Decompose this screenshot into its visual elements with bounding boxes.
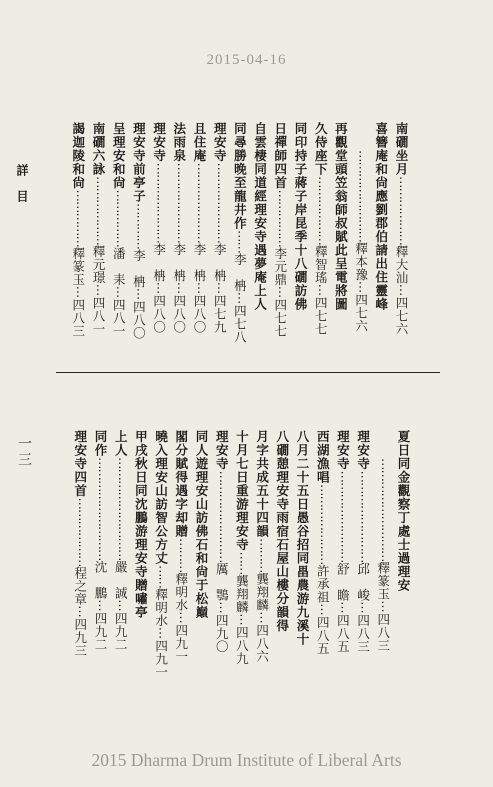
entry-page: 四八三 <box>375 613 391 652</box>
entry-page: 四七七 <box>313 296 329 336</box>
entry-page: 四九一 <box>153 639 169 679</box>
toc-entry <box>255 430 269 692</box>
entry-page: 四九一 <box>173 624 189 663</box>
entry-title: 理安寺 <box>214 430 230 471</box>
entry-author: 釋明水 <box>173 572 189 612</box>
entry-title: 十月七日重游理安寺 <box>234 430 250 552</box>
entry-title: 理安寺 <box>212 122 228 163</box>
leader-dots: ⋯⋯⋯⋯⋯⋯⋯⋯⋯ <box>93 457 108 561</box>
leader-dots: ⋯ <box>214 601 230 615</box>
entry-title: 閣分賦得遇字却贈 <box>173 430 189 538</box>
toc-entry <box>172 122 186 362</box>
leader-dots: ⋯ <box>70 285 86 299</box>
leader-dots: ⋯⋯⋯⋯⋯⋯⋯ <box>212 162 228 243</box>
toc-entry <box>275 430 289 692</box>
leader-dots: ⋯ <box>375 600 391 614</box>
toc-entry <box>73 430 87 692</box>
entry-title: 八礀憩理安寺雨宿石屋山樓分韻得 <box>274 430 290 633</box>
toc-entry <box>113 430 127 692</box>
entry-title: 夏日同金觀察丁處士過理安 <box>396 430 411 592</box>
toc-entry <box>333 122 347 362</box>
entry-title: 自雲棲同道經理安寺遇夢庵上人 <box>252 122 268 311</box>
entry-author: 嚴 誠 <box>113 560 129 600</box>
entry-page: 四八九 <box>234 626 250 665</box>
leader-dots: ⋯⋯⋯⋯ <box>131 203 147 249</box>
entry-title: 上人 <box>113 430 129 457</box>
toc-entry <box>174 430 188 692</box>
leader-dots: ⋯⋯ <box>234 551 250 575</box>
entry-author: 李 柟 <box>212 243 228 282</box>
entry-title: 曉入理安山訪智公方丈 <box>153 430 169 565</box>
leader-dots: ⋯⋯⋯⋯⋯⋯⋯⋯ <box>214 470 230 563</box>
leader-dots: ⋯⋯⋯⋯⋯⋯ <box>91 176 106 245</box>
leader-dots: ⋯⋯⋯⋯⋯⋯⋯⋯ <box>353 150 369 242</box>
leader-dots: ⋯ <box>113 599 129 613</box>
entry-page: 四七七 <box>272 298 288 338</box>
entry-page: 四八〇 <box>151 294 167 334</box>
entry-title: 同印持子蔣子岸昆季十八礀訪佛 <box>293 122 308 311</box>
leader-dots: ⋯⋯⋯⋯⋯⋯⋯⋯⋯ <box>375 458 391 562</box>
leader-dots: ⋯⋯⋯⋯⋯⋯⋯ <box>171 162 187 243</box>
leader-dots: ⋯ <box>153 626 169 640</box>
toc-entry <box>273 122 287 362</box>
leader-dots: ⋯ <box>173 611 189 625</box>
entry-title: 理安寺四首 <box>72 430 88 498</box>
leader-dots: ⋯ <box>91 283 106 297</box>
entry-author: 李 柟 <box>232 253 248 292</box>
entry-author: 李 柟 <box>192 243 207 282</box>
entry-title: 同尋勝晚至龍井作 <box>232 122 248 230</box>
entry-page: 四八五 <box>335 614 351 653</box>
leader-dots: ⋯ <box>192 281 207 295</box>
leader-dots: ⋯ <box>315 603 331 617</box>
entry-title: 法雨泉 <box>171 122 187 163</box>
toc-entry <box>194 430 208 692</box>
toc-entry <box>111 122 125 362</box>
toc-entry <box>154 430 168 692</box>
archive-footer-stamp: 2015 Dharma Drum Institute of Liberal Arts <box>91 750 402 770</box>
toc-entry <box>394 122 408 362</box>
entry-title: 西湖漁唱 <box>315 430 331 484</box>
toc-entry <box>356 430 370 692</box>
entry-title: 南礀六詠 <box>91 122 106 176</box>
entry-page: 四八〇 <box>171 294 187 334</box>
section-label: 詳目 <box>15 164 29 216</box>
entry-author: 沈 鵬 <box>93 560 108 600</box>
toc-entry <box>374 122 388 362</box>
entry-page: 四七九 <box>212 294 228 334</box>
entry-author: 潘 耒 <box>111 247 127 286</box>
leader-dots: ⋯⋯⋯ <box>173 538 189 573</box>
leader-dots: ⋯⋯⋯⋯⋯⋯⋯ <box>192 162 207 243</box>
toc-entry <box>91 122 105 362</box>
entry-author: 邱 峻 <box>355 562 371 602</box>
toc-entry <box>295 430 309 692</box>
leader-dots: ⋯⋯⋯⋯⋯ <box>111 189 127 247</box>
toc-entry <box>354 122 368 390</box>
leader-dots: ⋯ <box>131 287 147 301</box>
entry-page: 四八三 <box>355 614 371 653</box>
toc-entry <box>234 430 248 692</box>
leader-dots: ⋯⋯⋯ <box>254 538 270 573</box>
leader-dots: ⋯ <box>151 281 167 295</box>
entry-title: 南礀坐月 <box>394 122 409 176</box>
entry-page: 四九二 <box>113 612 129 651</box>
entry-title: 再觀堂頭笠翁師叔賦此呈電將圖 <box>333 122 349 311</box>
toc-entry <box>131 122 145 362</box>
entry-title: 理安寺 <box>151 122 167 163</box>
entry-author: 許承祖 <box>315 564 331 604</box>
entry-title: 呈理安和尙 <box>111 122 127 190</box>
entry-author: 釋大汕 <box>394 245 409 284</box>
entry-page: 四九三 <box>72 618 88 657</box>
entry-page: 四八六 <box>254 624 270 663</box>
entry-title: 日禪師四首 <box>272 122 288 190</box>
entry-author: 程之章 <box>72 566 88 606</box>
entry-page: 四八〇 <box>192 294 207 334</box>
toc-entry <box>152 122 166 362</box>
entry-title: 謁迦陵和尙 <box>70 122 86 190</box>
entry-page: 四七八 <box>232 304 248 344</box>
leader-dots: ⋯ <box>313 283 329 297</box>
toc-entry <box>71 122 85 362</box>
leader-dots: ⋯ <box>335 601 351 615</box>
entry-title: 理安寺 <box>335 430 351 471</box>
toc-entry <box>293 122 307 362</box>
entry-page: 四九〇 <box>214 614 230 653</box>
toc-entry <box>396 430 410 692</box>
entry-author: 厲 鶚 <box>214 562 230 602</box>
leader-dots: ⋯⋯⋯⋯⋯⋯ <box>72 497 88 567</box>
entry-title: 甲戌秋日同沈鵬游理安寺贈嘯亭 <box>133 430 149 619</box>
leader-dots: ⋯⋯ <box>153 565 169 588</box>
toc-entry <box>133 430 147 692</box>
entry-author: 釋元璟 <box>91 245 106 284</box>
entry-author: 龔翔麟 <box>254 572 270 612</box>
leader-dots: ⋯ <box>111 285 127 299</box>
leader-dots: ⋯⋯⋯⋯⋯⋯ <box>394 176 409 245</box>
leader-dots: ⋯ <box>232 291 248 305</box>
leader-dots: ⋯⋯⋯⋯⋯⋯⋯⋯⋯ <box>113 457 129 561</box>
entry-page: 四八〇 <box>131 300 147 340</box>
entry-author: 龔翔麟 <box>234 574 250 614</box>
leader-dots: ⋯⋯⋯⋯⋯⋯⋯ <box>151 162 167 243</box>
entry-title: 喜簪庵和尙應劉郡伯請出住靈峰 <box>373 122 389 311</box>
entry-title: 理安寺前亭子 <box>131 122 147 203</box>
toc-entry <box>214 430 228 692</box>
entry-author: 釋篆玉 <box>375 561 391 601</box>
entry-title: 且住庵 <box>192 122 207 163</box>
leader-dots: ⋯⋯⋯⋯⋯⋯⋯⋯ <box>335 470 351 563</box>
entry-page: 四九二 <box>93 612 108 651</box>
entry-page: 四八五 <box>315 616 331 655</box>
entry-author: 釋明水 <box>153 588 169 627</box>
entry-page: 四七六 <box>353 293 369 333</box>
entry-author: 李 柟 <box>171 243 187 282</box>
toc-entry <box>192 122 206 362</box>
toc-entry <box>93 430 107 692</box>
toc-entry <box>335 430 349 692</box>
leader-dots: ⋯⋯⋯⋯⋯⋯⋯⋯ <box>355 470 371 563</box>
leader-dots: ⋯⋯⋯⋯⋯⋯ <box>313 176 329 245</box>
leader-dots: ⋯⋯⋯⋯⋯ <box>70 189 86 247</box>
toc-entry <box>253 122 267 362</box>
entry-author: 李元鼎 <box>272 247 288 286</box>
entry-page: 四八一 <box>111 298 127 338</box>
leader-dots: ⋯ <box>353 280 369 294</box>
entry-author: 李 柟 <box>151 243 167 282</box>
leader-dots: ⋯ <box>72 605 88 619</box>
entry-author: 釋篆玉 <box>70 247 86 286</box>
leader-dots: ⋯ <box>234 613 250 627</box>
leader-dots: ⋯ <box>93 599 108 613</box>
leader-dots: ⋯⋯ <box>232 230 248 253</box>
section-divider <box>56 372 440 373</box>
toc-entry <box>313 122 327 362</box>
leader-dots: ⋯ <box>272 285 288 299</box>
entry-page: 四八一 <box>91 296 106 336</box>
leader-dots: ⋯ <box>355 601 371 615</box>
toc-entry <box>376 430 390 720</box>
leader-dots: ⋯⋯⋯⋯⋯⋯⋯ <box>315 484 331 565</box>
toc-entry <box>232 122 246 362</box>
entry-author: 李 柟 <box>131 249 147 288</box>
leader-dots: ⋯⋯⋯⋯⋯ <box>272 189 288 247</box>
archive-date-stamp: 2015-04-16 <box>206 52 287 68</box>
leader-dots: ⋯ <box>171 281 187 295</box>
entry-title: 同人遊理安山訪佛石和尙于松巔 <box>194 430 209 619</box>
entry-title: 久侍座下 <box>313 122 329 176</box>
entry-author: 釋本豫 <box>353 242 369 281</box>
entry-author: 釋智瑤 <box>313 245 329 284</box>
toc-entry <box>212 122 226 362</box>
entry-page: 四七六 <box>394 296 409 336</box>
entry-title: 理安寺 <box>355 430 371 471</box>
entry-page: 四八三 <box>70 298 86 338</box>
leader-dots: ⋯ <box>394 283 409 297</box>
entry-title: 月字共成五十四韻 <box>254 430 270 538</box>
toc-entry <box>315 430 329 692</box>
page-number: 一三 <box>16 436 32 468</box>
entry-title: 同作 <box>93 430 108 457</box>
entry-author: 舒 瞻 <box>335 562 351 602</box>
leader-dots: ⋯ <box>212 281 228 295</box>
entry-title: 八月二十五日愚谷招同畕農游九溪十 <box>295 430 310 646</box>
leader-dots: ⋯ <box>254 611 270 625</box>
